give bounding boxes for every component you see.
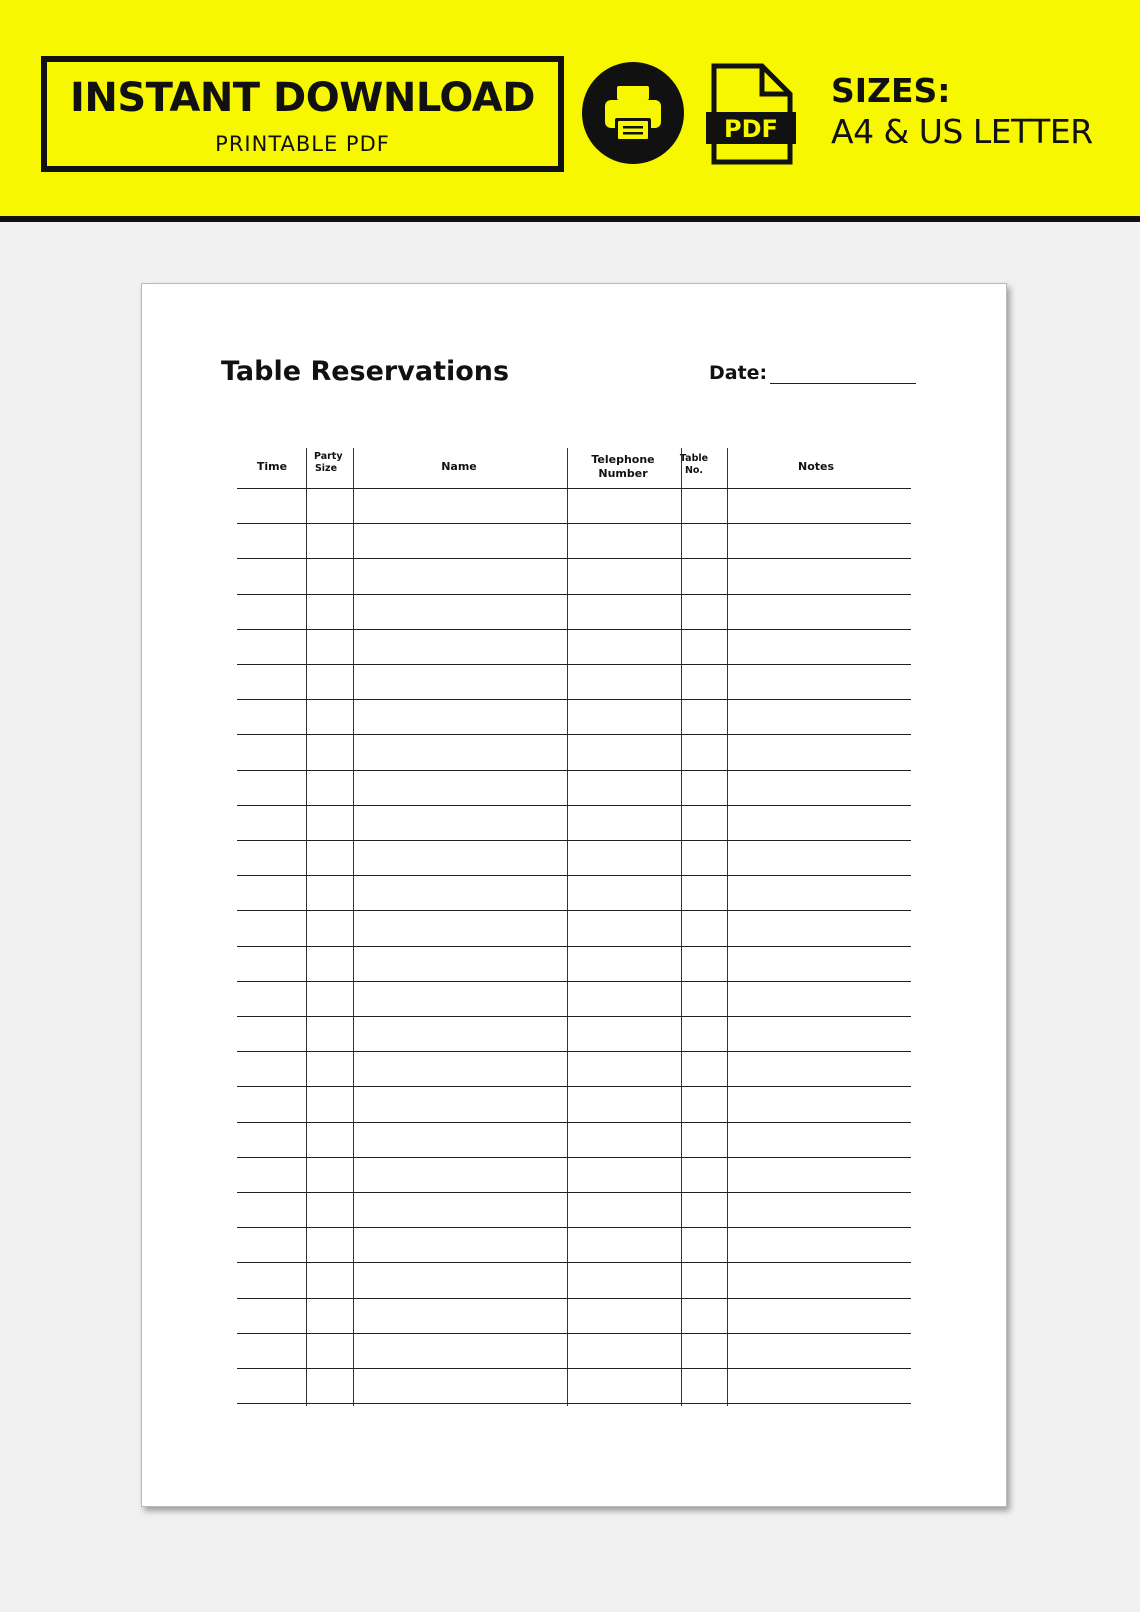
table-row [237,1403,911,1404]
badge-title: INSTANT DOWNLOAD [70,75,535,121]
date-label: Date: [709,362,768,384]
table-row [237,488,911,489]
table-row [237,1157,911,1158]
table-row [237,734,911,735]
table-row [237,1262,911,1263]
sizes-label: SIZES: [831,71,951,110]
table-row [237,699,911,700]
column-header-party-size: Party Size [314,451,343,474]
date-blank-line [770,383,916,384]
table-row [237,1192,911,1193]
promo-banner [0,0,1140,222]
table-row [237,805,911,806]
table-row [237,629,911,630]
table-row [237,1368,911,1369]
table-row [237,840,911,841]
table-row [237,1298,911,1299]
column-header-table-no: Table No. [679,453,709,476]
table-row [237,594,911,595]
table-row [237,770,911,771]
table-row [237,1227,911,1228]
column-header-time: Time [256,460,288,473]
table-row [237,1333,911,1334]
table-row [237,981,911,982]
table-row [237,1051,911,1052]
column-header-name: Name [441,460,477,473]
table-row [237,910,911,911]
instant-download-badge [41,56,564,172]
table-row [237,558,911,559]
column-header-notes: Notes [797,460,835,473]
pdf-icon-label: PDF [724,115,778,143]
table-row [237,1122,911,1123]
table-row [237,664,911,665]
reservation-sheet [141,283,1007,1507]
table-row [237,523,911,524]
badge-subtitle: PRINTABLE PDF [215,132,390,156]
sizes-value: A4 & US LETTER [831,112,1093,151]
table-row [237,875,911,876]
pdf-file-icon [704,62,800,166]
printer-icon [582,62,684,164]
table-row [237,946,911,947]
page-title: Table Reservations [221,356,510,387]
table-row [237,1016,911,1017]
table-row [237,1086,911,1087]
sizes-info [831,71,1093,151]
column-header-telephone: Telephone Number [591,453,655,480]
